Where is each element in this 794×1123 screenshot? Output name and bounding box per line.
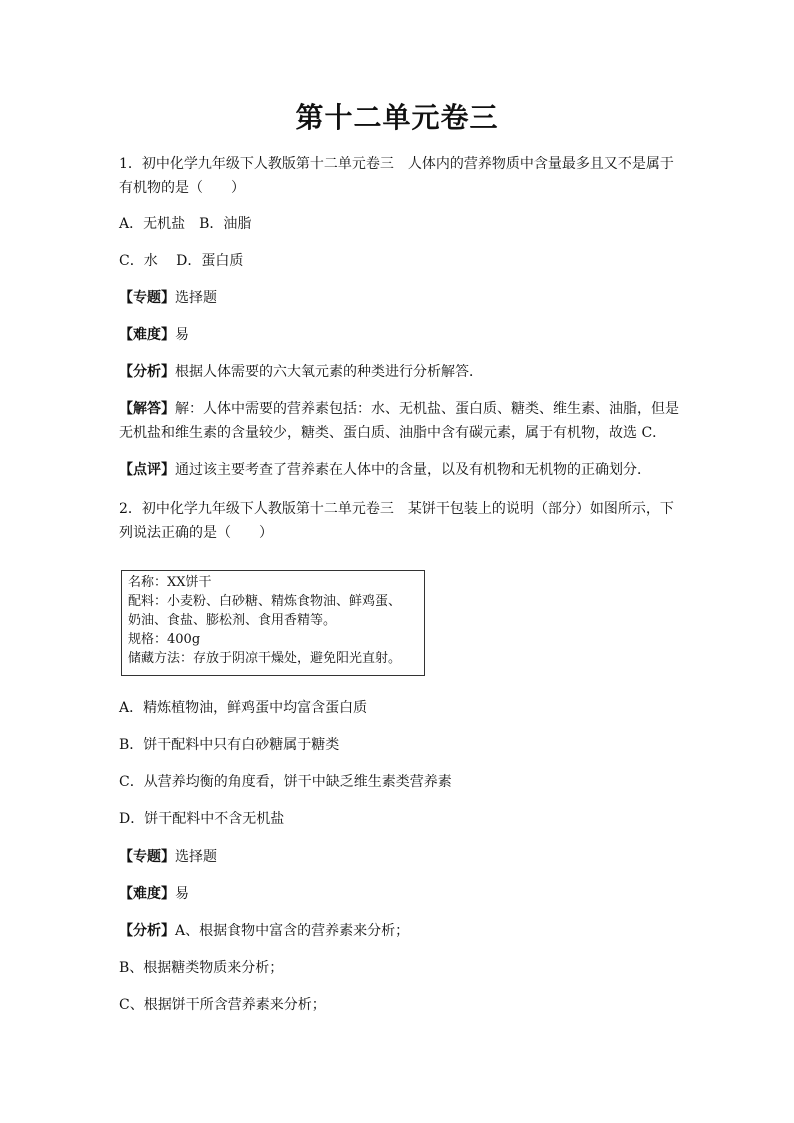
biscuit-label-box bbox=[121, 570, 425, 676]
q1-topic-value: 选择题 bbox=[175, 290, 217, 306]
label-box-line: 储藏方法：存放于阴凉干燥处，避免阳光直射。 bbox=[128, 651, 402, 666]
q1-answer-line2: 无机盐和维生素的含量较少，糖类、蛋白质、油脂中含有碳元素，属于有机物，故选 C． bbox=[119, 425, 667, 441]
q1-topic bbox=[119, 286, 679, 310]
q1-difficulty-label: 【难度】 bbox=[119, 327, 175, 343]
q2-analysis-value-line1: A、根据食物中富含的营养素来分析； bbox=[175, 923, 410, 939]
q1-analysis-label: 【分析】 bbox=[119, 364, 175, 380]
q2-option-a: A．精炼植物油，鲜鸡蛋中均富含蛋白质 bbox=[119, 700, 368, 716]
q1-answer-line1 bbox=[119, 397, 679, 421]
q2-difficulty-label: 【难度】 bbox=[119, 886, 175, 902]
q1-comment-value: 通过该主要考查了营养素在人体中的含量，以及有机物和无机物的正确划分． bbox=[175, 462, 651, 478]
q2-option-c: C．从营养均衡的角度看，饼干中缺乏维生素类营养素 bbox=[119, 774, 452, 790]
q1-difficulty bbox=[119, 323, 679, 347]
q2-difficulty-value: 易 bbox=[175, 886, 189, 902]
q1-answer-label: 【解答】 bbox=[119, 401, 175, 417]
q2-analysis-line2: B、根据糖类物质来分析； bbox=[119, 960, 284, 976]
q1-topic-label: 【专题】 bbox=[119, 290, 175, 306]
page-title: 第十二单元卷三 bbox=[295, 101, 499, 134]
q2-stem-line2: 列说法正确的是（ ） bbox=[119, 525, 273, 541]
q2-analysis-label: 【分析】 bbox=[119, 923, 175, 939]
label-box-line: 配料：小麦粉、白砂糖、精炼食物油、鲜鸡蛋、 bbox=[128, 594, 402, 609]
q2-analysis-line1 bbox=[119, 919, 679, 943]
q1-stem-line2: 有机物的是（ ） bbox=[119, 180, 245, 196]
q2-stem-line1: 2．初中化学九年级下人教版第十二单元卷三 某饼干包装上的说明（部分）如图所示，下 bbox=[119, 501, 674, 517]
q1-analysis bbox=[119, 360, 679, 384]
q2-topic-value: 选择题 bbox=[175, 849, 217, 865]
q1-comment-label: 【点评】 bbox=[119, 462, 175, 478]
q1-stem-line1: 1．初中化学九年级下人教版第十二单元卷三 人体内的营养物质中含量最多且又不是属于 bbox=[119, 156, 674, 172]
q2-option-d: D．饼干配料中不含无机盐 bbox=[119, 811, 285, 827]
q2-option-b: B．饼干配料中只有白砂糖属于糖类 bbox=[119, 737, 340, 753]
q1-analysis-value: 根据人体需要的六大氧元素的种类进行分析解答． bbox=[175, 364, 483, 380]
q1-options-line2: C．水 D．蛋白质 bbox=[119, 253, 244, 269]
q1-options-line1: A．无机盐 B．油脂 bbox=[119, 216, 252, 232]
label-box-line: 奶油、食盐、膨松剂、食用香精等。 bbox=[128, 613, 337, 628]
label-box-line: 规格：400g bbox=[128, 632, 201, 647]
q2-topic-label: 【专题】 bbox=[119, 849, 175, 865]
q2-topic bbox=[119, 845, 679, 869]
q1-answer-value-line1: 解：人体中需要的营养素包括：水、无机盐、蛋白质、糖类、维生素、油脂，但是 bbox=[175, 401, 679, 417]
q2-difficulty bbox=[119, 882, 679, 906]
q1-difficulty-value: 易 bbox=[175, 327, 189, 343]
label-box-line: 名称：XX饼干 bbox=[128, 575, 212, 590]
q1-comment bbox=[119, 458, 679, 482]
q2-analysis-line3: C、根据饼干所含营养素来分析； bbox=[119, 997, 326, 1013]
